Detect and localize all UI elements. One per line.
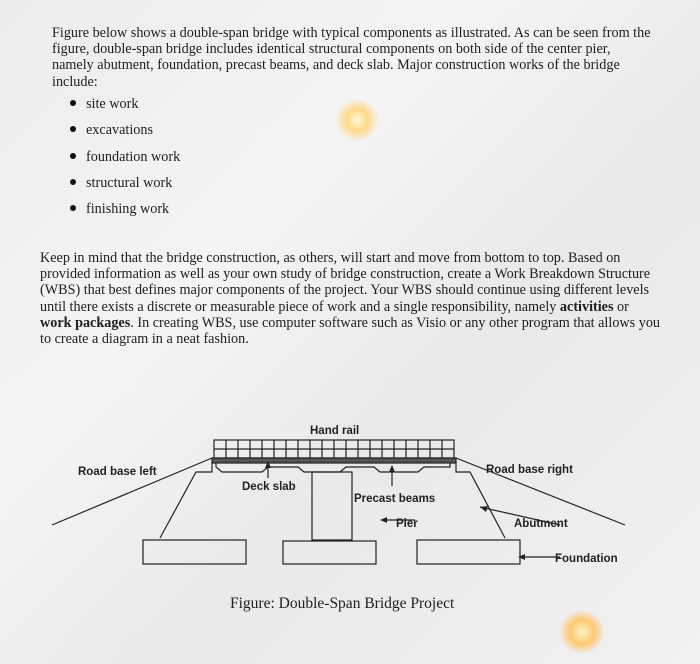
abutment-left bbox=[160, 463, 212, 538]
bullet-icon bbox=[70, 126, 76, 132]
bridge-diagram bbox=[40, 420, 660, 620]
work-packages-term: work packages bbox=[40, 314, 131, 331]
foundation-right bbox=[417, 540, 520, 564]
pier-label: Pier bbox=[396, 518, 418, 530]
foundation-center bbox=[283, 541, 376, 564]
deck-slab bbox=[212, 458, 456, 463]
hand-rail-label: Hand rail bbox=[310, 425, 360, 437]
list-item: finishing work bbox=[58, 201, 180, 217]
list-item: excavations bbox=[58, 122, 180, 138]
road-base-right-label: Road base right bbox=[486, 464, 573, 476]
road-base-left-label: Road base left bbox=[78, 466, 157, 478]
list-item: site work bbox=[58, 96, 180, 112]
precast-beams-label: Precast beams bbox=[354, 493, 436, 505]
bullet-icon bbox=[70, 153, 76, 159]
figure-caption: Figure: Double-Span Bridge Project bbox=[230, 595, 455, 612]
abutment-label: Abutment bbox=[514, 518, 568, 530]
list-item: structural work bbox=[58, 175, 180, 191]
pier bbox=[312, 472, 352, 540]
foundation-label: Foundation bbox=[555, 553, 618, 565]
works-list bbox=[58, 96, 180, 217]
light-glare bbox=[335, 98, 379, 142]
list-item: foundation work bbox=[58, 149, 180, 165]
bullet-icon bbox=[70, 205, 76, 211]
intro-paragraph: Figure below shows a double-span bridge with typical components as illustrated. As can be seen from the figure, double-span bridge includes identical structural components on both side of the center pier, namely abutment, foundation, precast beams, and deck slab. Major construction works of the bridge include: bbox=[52, 25, 651, 90]
bullet-icon bbox=[70, 179, 76, 185]
foundation-left bbox=[143, 540, 246, 564]
bullet-icon bbox=[70, 100, 76, 106]
deck-slab-label: Deck slab bbox=[242, 481, 296, 493]
precast-beams bbox=[216, 463, 450, 472]
activities-term: activities bbox=[559, 298, 614, 315]
instructions-paragraph: Keep in mind that the bridge construction, as others, will start and move from bottom to top. Based on provided information as well as your own study of bridge construction, create a Work Breakdown Structure (WBS) that best defines major components of the project. Your WBS should continue using different levels until there exists a discrete or measurable piece of work and a single responsibility, namely activities or work packages. In creating WBS, use computer software such as Visio or any other program that allows you to create a diagram in a neat fashion. bbox=[40, 250, 661, 348]
